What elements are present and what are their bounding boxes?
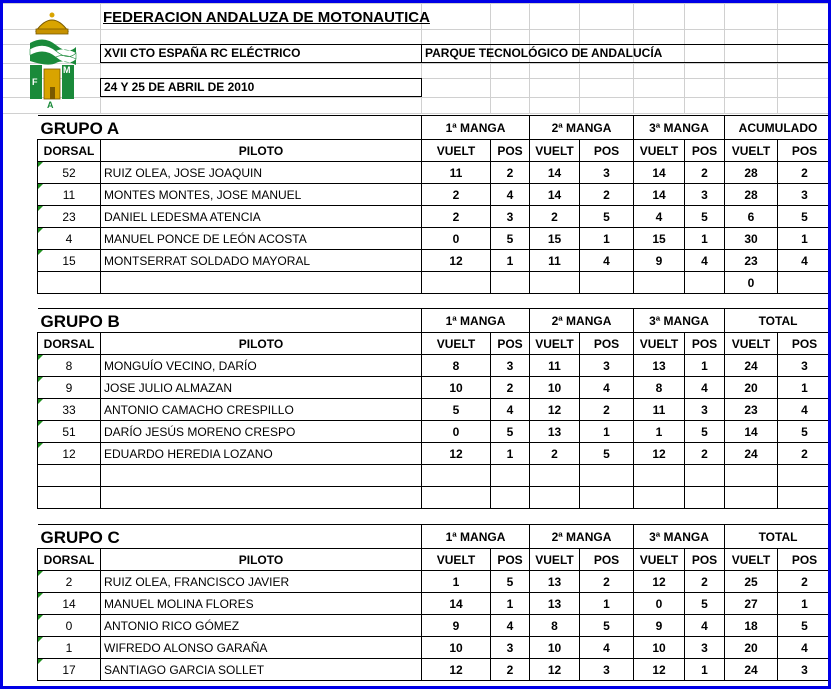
manga-2-header: 2ª MANGA (530, 116, 634, 140)
vuelt-cell[interactable]: 14 (422, 593, 491, 615)
vuelt-cell[interactable]: 0 (725, 272, 778, 294)
table-row (38, 250, 831, 272)
pos-cell[interactable]: 4 (778, 250, 831, 272)
vuelt-cell[interactable]: 10 (634, 637, 685, 659)
vuelt-cell[interactable]: 0 (422, 421, 491, 443)
pos-cell[interactable]: 5 (491, 228, 530, 250)
cell-indicator-icon (38, 593, 43, 598)
pos-cell[interactable]: 2 (685, 443, 725, 465)
group-title-row (38, 525, 831, 549)
table-row (38, 593, 831, 615)
col-pos: POS (778, 333, 831, 355)
vuelt-cell[interactable]: 20 (725, 377, 778, 399)
dorsal-value: 12 (62, 446, 76, 461)
table-row (38, 377, 831, 399)
dorsal-cell[interactable] (38, 637, 101, 659)
piloto-cell[interactable]: JOSE JULIO ALMAZAN (101, 377, 422, 399)
vuelt-cell[interactable]: 11 (422, 162, 491, 184)
pos-cell[interactable]: 2 (778, 162, 831, 184)
manga-1-header: 1ª MANGA (422, 525, 530, 549)
cell-indicator-icon (38, 206, 43, 211)
col-piloto: PILOTO (101, 333, 422, 355)
pos-cell[interactable]: 3 (491, 637, 530, 659)
manga-1-header: 1ª MANGA (422, 116, 530, 140)
dorsal-value: 14 (62, 596, 76, 611)
logo-letter-m: M (63, 65, 71, 75)
vuelt-cell[interactable]: 13 (530, 421, 580, 443)
vuelt-cell[interactable]: 11 (530, 355, 580, 377)
pos-cell[interactable]: 1 (685, 228, 725, 250)
vuelt-cell[interactable] (725, 465, 778, 487)
vuelt-cell[interactable]: 13 (530, 571, 580, 593)
vuelt-cell[interactable] (422, 465, 491, 487)
dorsal-cell[interactable] (38, 659, 101, 681)
vuelt-cell[interactable]: 12 (530, 399, 580, 421)
vuelt-cell[interactable]: 14 (530, 162, 580, 184)
pos-cell[interactable]: 3 (685, 399, 725, 421)
pos-cell[interactable]: 3 (580, 162, 634, 184)
piloto-cell[interactable]: MONGUÍO VECINO, DARÍO (101, 355, 422, 377)
pos-cell[interactable]: 5 (778, 421, 831, 443)
dorsal-cell[interactable] (38, 250, 101, 272)
pos-cell[interactable]: 4 (580, 377, 634, 399)
pos-cell[interactable] (778, 465, 831, 487)
piloto-cell[interactable]: RUIZ OLEA, JOSE JOAQUIN (101, 162, 422, 184)
pos-cell[interactable]: 1 (778, 377, 831, 399)
date-cell[interactable]: 24 Y 25 DE ABRIL DE 2010 (100, 78, 422, 97)
col-dorsal: DORSAL (38, 549, 101, 571)
table-row (38, 399, 831, 421)
col-vuelt: VUELT (530, 140, 580, 162)
pos-cell[interactable]: 2 (491, 659, 530, 681)
vuelt-cell[interactable] (530, 487, 580, 509)
piloto-cell[interactable]: RUIZ OLEA, FRANCISCO JAVIER (101, 571, 422, 593)
piloto-cell[interactable]: MONTSERRAT SOLDADO MAYORAL (101, 250, 422, 272)
piloto-cell[interactable]: EDUARDO HEREDIA LOZANO (101, 443, 422, 465)
gridline (3, 3, 831, 4)
dorsal-cell[interactable] (38, 206, 101, 228)
vuelt-cell[interactable]: 28 (725, 162, 778, 184)
table-row (38, 443, 831, 465)
pos-cell[interactable]: 1 (580, 228, 634, 250)
pos-cell[interactable]: 2 (685, 571, 725, 593)
pos-cell[interactable]: 3 (778, 184, 831, 206)
vuelt-cell[interactable]: 15 (634, 228, 685, 250)
table-row (38, 487, 831, 509)
pos-cell[interactable]: 2 (580, 399, 634, 421)
dorsal-value: 9 (65, 380, 73, 395)
vuelt-cell[interactable]: 10 (530, 377, 580, 399)
dorsal-value: 15 (62, 253, 76, 268)
pos-cell[interactable]: 1 (491, 443, 530, 465)
group-table (37, 308, 831, 509)
piloto-cell[interactable] (101, 272, 422, 294)
vuelt-cell[interactable] (634, 487, 685, 509)
pos-cell[interactable] (685, 465, 725, 487)
vuelt-cell[interactable]: 18 (725, 615, 778, 637)
vuelt-cell[interactable]: 12 (422, 250, 491, 272)
pos-cell[interactable]: 2 (491, 162, 530, 184)
manga-1-header: 1ª MANGA (422, 309, 530, 333)
pos-cell[interactable]: 3 (685, 184, 725, 206)
vuelt-cell[interactable]: 27 (725, 593, 778, 615)
col-vuelt: VUELT (422, 333, 491, 355)
gridline (3, 63, 831, 64)
vuelt-cell[interactable]: 8 (634, 377, 685, 399)
dorsal-value: 51 (62, 424, 76, 439)
pos-cell[interactable]: 1 (580, 593, 634, 615)
cell-indicator-icon (38, 571, 43, 576)
dorsal-cell[interactable] (38, 184, 101, 206)
pos-cell[interactable]: 2 (580, 571, 634, 593)
col-pos: POS (685, 333, 725, 355)
vuelt-cell[interactable]: 25 (725, 571, 778, 593)
vuelt-cell[interactable]: 11 (634, 399, 685, 421)
table-row (38, 615, 831, 637)
page-title: FEDERACION ANDALUZA DE MOTONAUTICA (103, 9, 430, 26)
col-vuelt: VUELT (422, 140, 491, 162)
pos-cell[interactable] (778, 272, 831, 294)
vuelt-cell[interactable]: 23 (725, 399, 778, 421)
pos-cell[interactable]: 1 (491, 593, 530, 615)
vuelt-cell[interactable]: 6 (725, 206, 778, 228)
pos-cell[interactable]: 2 (685, 162, 725, 184)
pos-cell[interactable]: 2 (778, 571, 831, 593)
group-name: GRUPO A (38, 116, 422, 140)
vuelt-cell[interactable]: 1 (422, 571, 491, 593)
vuelt-cell[interactable]: 24 (725, 659, 778, 681)
col-pos: POS (580, 549, 634, 571)
vuelt-cell[interactable]: 9 (422, 615, 491, 637)
federation-crest-icon (26, 11, 78, 109)
manga-3-header: 3ª MANGA (634, 116, 725, 140)
vuelt-cell[interactable]: 11 (530, 250, 580, 272)
pos-cell[interactable]: 4 (580, 637, 634, 659)
vuelt-cell[interactable]: 12 (422, 659, 491, 681)
pos-cell[interactable]: 1 (491, 250, 530, 272)
table-row (38, 465, 831, 487)
piloto-cell[interactable]: ANTONIO RICO GÓMEZ (101, 615, 422, 637)
pos-cell[interactable]: 1 (778, 593, 831, 615)
dorsal-cell[interactable] (38, 355, 101, 377)
col-dorsal: DORSAL (38, 140, 101, 162)
column-header-row (38, 549, 831, 571)
vuelt-cell[interactable]: 9 (634, 615, 685, 637)
vuelt-cell[interactable]: 12 (634, 571, 685, 593)
pos-cell[interactable]: 3 (580, 659, 634, 681)
manga-3-header: 3ª MANGA (634, 309, 725, 333)
dorsal-value: 2 (65, 574, 73, 589)
vuelt-cell[interactable]: 24 (725, 443, 778, 465)
dorsal-value: 23 (62, 209, 76, 224)
cell-indicator-icon (38, 162, 43, 167)
piloto-cell[interactable]: SANTIAGO GARCIA SOLLET (101, 659, 422, 681)
table-row (38, 228, 831, 250)
cell-indicator-icon (38, 184, 43, 189)
dorsal-value: 33 (62, 402, 76, 417)
vuelt-cell[interactable]: 14 (634, 184, 685, 206)
pos-cell[interactable] (491, 487, 530, 509)
logo-letter-f: F (32, 77, 38, 87)
vuelt-cell[interactable]: 2 (422, 184, 491, 206)
vuelt-cell[interactable]: 10 (422, 637, 491, 659)
dorsal-value: 11 (62, 187, 76, 202)
vuelt-cell[interactable]: 23 (725, 250, 778, 272)
cell-indicator-icon (38, 421, 43, 426)
vuelt-cell[interactable]: 14 (634, 162, 685, 184)
piloto-cell[interactable]: MONTES MONTES, JOSE MANUEL (101, 184, 422, 206)
manga-2-header: 2ª MANGA (530, 309, 634, 333)
pos-cell[interactable]: 1 (685, 659, 725, 681)
vuelt-cell[interactable]: 13 (634, 355, 685, 377)
vuelt-cell[interactable]: 24 (725, 355, 778, 377)
group-title-row (38, 309, 831, 333)
dorsal-cell[interactable] (38, 615, 101, 637)
table-row (38, 421, 831, 443)
gridline (3, 113, 831, 114)
piloto-cell[interactable]: ANTONIO CAMACHO CRESPILLO (101, 399, 422, 421)
column-header-row (38, 140, 831, 162)
col-vuelt: VUELT (634, 333, 685, 355)
vuelt-cell[interactable]: 5 (422, 399, 491, 421)
total-header: ACUMULADO (725, 116, 831, 140)
vuelt-cell[interactable]: 4 (634, 206, 685, 228)
dorsal-value: 4 (65, 231, 73, 246)
vuelt-cell[interactable]: 2 (422, 206, 491, 228)
pos-cell[interactable]: 2 (580, 184, 634, 206)
group-table (37, 115, 831, 294)
dorsal-cell[interactable] (38, 571, 101, 593)
table-row (38, 637, 831, 659)
dorsal-cell[interactable] (38, 377, 101, 399)
vuelt-cell[interactable]: 1 (634, 421, 685, 443)
column-header-row (38, 333, 831, 355)
vuelt-cell[interactable]: 15 (530, 228, 580, 250)
vuelt-cell[interactable]: 10 (422, 377, 491, 399)
col-pos: POS (491, 140, 530, 162)
dorsal-cell[interactable] (38, 399, 101, 421)
dorsal-value: 0 (65, 618, 73, 633)
col-pos: POS (685, 549, 725, 571)
col-pos: POS (778, 140, 831, 162)
vuelt-cell[interactable]: 13 (530, 593, 580, 615)
pos-cell[interactable]: 4 (778, 637, 831, 659)
pos-cell[interactable]: 4 (685, 377, 725, 399)
pos-cell[interactable]: 1 (685, 355, 725, 377)
vuelt-cell[interactable]: 2 (530, 443, 580, 465)
col-piloto: PILOTO (101, 549, 422, 571)
dorsal-cell[interactable] (38, 421, 101, 443)
vuelt-cell[interactable] (634, 272, 685, 294)
event-name-cell[interactable]: XVII CTO ESPAÑA RC ELÉCTRICO (100, 44, 422, 63)
dorsal-cell[interactable] (38, 228, 101, 250)
col-vuelt: VUELT (725, 333, 778, 355)
dorsal-value: 17 (62, 662, 76, 677)
pos-cell[interactable]: 3 (778, 355, 831, 377)
vuelt-cell[interactable] (530, 465, 580, 487)
pos-cell[interactable]: 4 (491, 184, 530, 206)
table-row (38, 162, 831, 184)
pos-cell[interactable]: 2 (778, 443, 831, 465)
piloto-cell[interactable]: DANIEL LEDESMA ATENCIA (101, 206, 422, 228)
vuelt-cell[interactable]: 14 (530, 184, 580, 206)
pos-cell[interactable]: 4 (580, 250, 634, 272)
pos-cell[interactable]: 4 (491, 615, 530, 637)
vuelt-cell[interactable] (634, 465, 685, 487)
pos-cell[interactable] (778, 487, 831, 509)
pos-cell[interactable]: 5 (580, 206, 634, 228)
col-pos: POS (685, 140, 725, 162)
gridline (3, 29, 831, 30)
cell-indicator-icon (38, 637, 43, 642)
pos-cell[interactable] (685, 487, 725, 509)
pos-cell[interactable]: 5 (580, 443, 634, 465)
pos-cell[interactable]: 5 (778, 615, 831, 637)
total-header: TOTAL (725, 309, 831, 333)
table-row (38, 272, 831, 294)
dorsal-cell[interactable] (38, 465, 101, 487)
piloto-cell[interactable]: MANUEL PONCE DE LEÓN ACOSTA (101, 228, 422, 250)
table-row (38, 659, 831, 681)
dorsal-cell[interactable] (38, 272, 101, 294)
dorsal-cell[interactable] (38, 487, 101, 509)
pos-cell[interactable] (580, 272, 634, 294)
pos-cell[interactable]: 2 (491, 377, 530, 399)
pos-cell[interactable]: 3 (491, 355, 530, 377)
vuelt-cell[interactable]: 12 (634, 659, 685, 681)
pos-cell[interactable] (580, 487, 634, 509)
pos-cell[interactable]: 5 (778, 206, 831, 228)
pos-cell[interactable]: 5 (491, 421, 530, 443)
pos-cell[interactable]: 5 (685, 421, 725, 443)
group-table (37, 524, 831, 681)
cell-indicator-icon (38, 615, 43, 620)
vuelt-cell[interactable] (422, 272, 491, 294)
vuelt-cell[interactable] (530, 272, 580, 294)
table-row (38, 206, 831, 228)
vuelt-cell[interactable] (725, 487, 778, 509)
venue-cell[interactable]: PARQUE TECNOLÓGICO DE ANDALUCÍA (421, 44, 831, 63)
group-name: GRUPO C (38, 525, 422, 549)
col-vuelt: VUELT (725, 549, 778, 571)
cell-indicator-icon (38, 659, 43, 664)
vuelt-cell[interactable]: 9 (634, 250, 685, 272)
vuelt-cell[interactable]: 28 (725, 184, 778, 206)
pos-cell[interactable]: 3 (491, 206, 530, 228)
pos-cell[interactable]: 4 (778, 399, 831, 421)
col-vuelt: VUELT (530, 549, 580, 571)
table-row (38, 184, 831, 206)
piloto-cell[interactable] (101, 465, 422, 487)
total-header: TOTAL (725, 525, 831, 549)
logo-letter-a: A (47, 100, 54, 109)
vuelt-cell[interactable]: 20 (725, 637, 778, 659)
vuelt-cell[interactable]: 12 (422, 443, 491, 465)
cell-indicator-icon (38, 355, 43, 360)
col-vuelt: VUELT (725, 140, 778, 162)
col-dorsal: DORSAL (38, 333, 101, 355)
dorsal-value: 52 (62, 165, 76, 180)
piloto-cell[interactable]: WIFREDO ALONSO GARAÑA (101, 637, 422, 659)
pos-cell[interactable]: 4 (491, 399, 530, 421)
vuelt-cell[interactable]: 10 (530, 637, 580, 659)
pos-cell[interactable] (491, 272, 530, 294)
vuelt-cell[interactable]: 8 (530, 615, 580, 637)
col-pos: POS (491, 333, 530, 355)
table-row (38, 355, 831, 377)
vuelt-cell[interactable]: 0 (422, 228, 491, 250)
pos-cell[interactable]: 3 (685, 637, 725, 659)
vuelt-cell[interactable]: 0 (634, 593, 685, 615)
gridline (3, 97, 831, 98)
pos-cell[interactable]: 1 (778, 228, 831, 250)
col-vuelt: VUELT (634, 140, 685, 162)
pos-cell[interactable] (580, 465, 634, 487)
piloto-cell[interactable]: DARÍO JESÚS MORENO CRESPO (101, 421, 422, 443)
cell-indicator-icon (38, 250, 43, 255)
pos-cell[interactable]: 4 (685, 615, 725, 637)
piloto-cell[interactable] (101, 487, 422, 509)
manga-2-header: 2ª MANGA (530, 525, 634, 549)
pos-cell[interactable]: 5 (491, 571, 530, 593)
piloto-cell[interactable]: MANUEL MOLINA FLORES (101, 593, 422, 615)
col-vuelt: VUELT (530, 333, 580, 355)
table-row (38, 571, 831, 593)
vuelt-cell[interactable]: 12 (530, 659, 580, 681)
dorsal-cell[interactable] (38, 443, 101, 465)
vuelt-cell[interactable]: 12 (634, 443, 685, 465)
pos-cell[interactable]: 5 (685, 593, 725, 615)
pos-cell[interactable]: 1 (580, 421, 634, 443)
col-pos: POS (778, 549, 831, 571)
pos-cell[interactable]: 3 (580, 355, 634, 377)
dorsal-cell[interactable] (38, 593, 101, 615)
pos-cell[interactable]: 5 (580, 615, 634, 637)
pos-cell[interactable]: 4 (685, 250, 725, 272)
col-pos: POS (491, 549, 530, 571)
group-title-row (38, 116, 831, 140)
vuelt-cell[interactable]: 8 (422, 355, 491, 377)
manga-3-header: 3ª MANGA (634, 525, 725, 549)
vuelt-cell[interactable]: 2 (530, 206, 580, 228)
vuelt-cell[interactable] (422, 487, 491, 509)
pos-cell[interactable] (491, 465, 530, 487)
col-vuelt: VUELT (634, 549, 685, 571)
vuelt-cell[interactable]: 14 (725, 421, 778, 443)
dorsal-value: 8 (65, 358, 73, 373)
cell-indicator-icon (38, 443, 43, 448)
col-pos: POS (580, 333, 634, 355)
vuelt-cell[interactable]: 30 (725, 228, 778, 250)
group-name: GRUPO B (38, 309, 422, 333)
dorsal-value: 1 (65, 640, 73, 655)
cell-indicator-icon (38, 228, 43, 233)
dorsal-cell[interactable] (38, 162, 101, 184)
pos-cell[interactable]: 5 (685, 206, 725, 228)
cell-indicator-icon (38, 399, 43, 404)
col-vuelt: VUELT (422, 549, 491, 571)
cell-indicator-icon (38, 377, 43, 382)
col-pos: POS (580, 140, 634, 162)
pos-cell[interactable]: 3 (778, 659, 831, 681)
pos-cell[interactable] (685, 272, 725, 294)
col-piloto: PILOTO (101, 140, 422, 162)
